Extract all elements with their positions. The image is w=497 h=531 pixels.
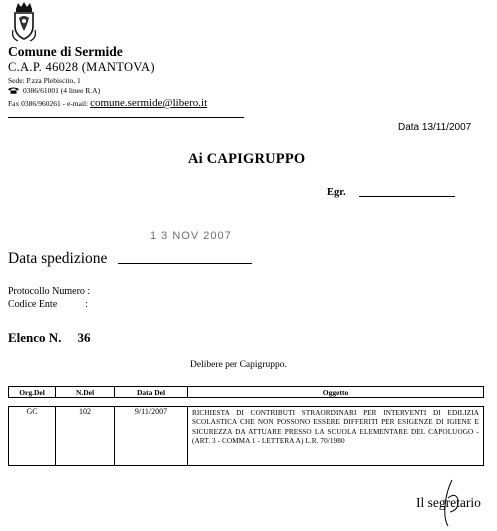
elenco-label: Elenco N. [8, 330, 62, 345]
header-divider [8, 117, 244, 118]
table-row [9, 407, 484, 466]
codice-ente-text: Codice Ente [8, 299, 58, 310]
date-stamp: 1 3 NOV 2007 [150, 230, 232, 242]
delibere-title: Delibere per Capigruppo. [190, 360, 287, 370]
protocollo-label: Protocollo Numero : [8, 286, 91, 297]
table-header [8, 386, 484, 398]
document-date: Data 13/11/2007 [398, 122, 472, 133]
email-link[interactable]: comune.sermide@libero.it [90, 97, 208, 109]
column-header-org: Org.Del [9, 387, 56, 398]
cell-oggetto: RICHIESTA DI CONTRIBUTI STRAORDINARI PER INTERVENTI DI EDILIZIA SCOLASTICA CHE NON POSSONO ESSERE DIFFERITI PER ESIGENZE DI IGIENE E SICUREZZA DA ATTUARE PRESSO LA SCUOLA ELEMENTARE DEL CAPOLUOGO - (ART. 3 - COMMA 1 - LETTERA A) L.R. 70/1980 [188, 407, 484, 466]
signature-label: Il segretario [416, 495, 481, 510]
data-spedizione-label: Data spedizione [8, 250, 108, 267]
data-spedizione-blank-line [118, 263, 252, 264]
codice-ente-colon: : [85, 299, 88, 310]
delibere-table [8, 406, 484, 466]
phone-number: 0386/61001 (4 linee R.A) [23, 86, 101, 95]
comune-name: Comune di Sermide [8, 44, 123, 59]
elenco-number: 36 [77, 330, 91, 345]
cell-ndel: 102 [56, 407, 115, 466]
cap-line: C.A.P. 46028 (MANTOVA) [8, 60, 155, 74]
elenco-heading [8, 330, 90, 346]
cell-org: GC [9, 407, 56, 466]
phone-icon [8, 87, 19, 94]
column-header-data: Data Del [115, 387, 188, 398]
egr-label: Egr. [327, 187, 346, 198]
codice-ente-label [8, 299, 88, 310]
fax-label: Fax 0386/960261 - e-mail: [8, 99, 89, 108]
page-title: Ai CAPIGRUPPO [188, 151, 306, 167]
column-header-ndel: N.Del [56, 387, 115, 398]
municipal-crest-icon [10, 0, 38, 42]
column-header-oggetto: Oggetto [188, 387, 484, 398]
egr-blank-line [359, 196, 455, 197]
sede-address: Sede: P.zza Plebiscito, 1 [8, 76, 81, 85]
fax-email-line [8, 97, 207, 109]
cell-data: 9/11/2007 [115, 407, 188, 466]
phone-line [8, 86, 100, 95]
